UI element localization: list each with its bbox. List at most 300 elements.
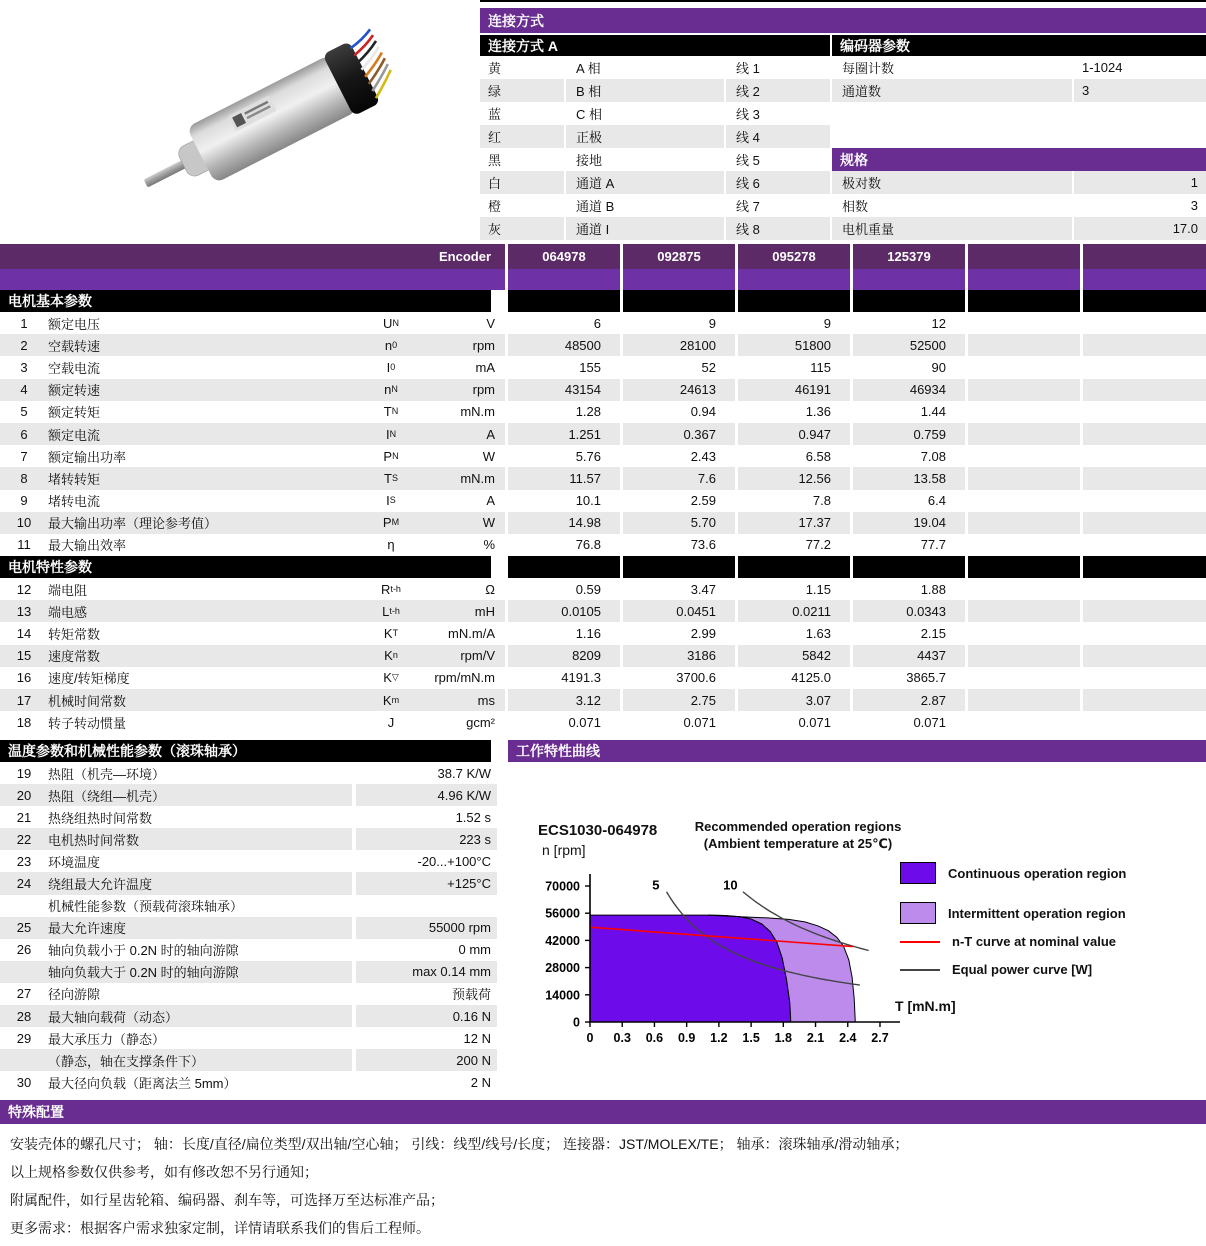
- value-cell: 5.70: [623, 512, 735, 534]
- parameter-unit: rpm/V: [460, 648, 495, 664]
- value-cell: 0.94: [623, 401, 735, 423]
- parameter-name: 速度常数: [48, 649, 101, 665]
- thermal-label-group: [0, 762, 352, 784]
- value-cell: [853, 269, 965, 290]
- parameter-name: 额定输出功率: [48, 449, 127, 465]
- parameter-symbol: K m: [382, 692, 400, 708]
- thermal-number: 28: [16, 1008, 32, 1024]
- parameter-unit: Ω: [485, 581, 495, 597]
- parameter-symbol: J: [387, 714, 395, 730]
- wire-function-cell: 通道 I: [566, 217, 724, 240]
- value-cell: 10.1: [508, 490, 620, 512]
- parameter-unit: rpm: [472, 337, 495, 353]
- power-curve-label: 10: [723, 877, 738, 893]
- parameter-label-group: [0, 445, 505, 467]
- value-cell: 28100: [623, 334, 735, 356]
- connection-row: [480, 148, 830, 171]
- parameter-name: 额定转矩: [48, 405, 101, 421]
- value-cell: 1.36: [738, 401, 850, 423]
- wire-number-cell: 线 5: [726, 148, 830, 171]
- parameter-number: 4: [20, 382, 28, 398]
- thermal-label-group: [0, 784, 352, 806]
- thermal-number: 21: [16, 809, 32, 825]
- special-config-line: 安装壳体的螺孔尺寸； 轴：长度/直径/扁位类型/双出轴/空心轴； 引线：线型/线号/长度； 连接器：JST/MOLEX/TE； 轴承：滚珠轴承/滑动轴承；: [10, 1136, 909, 1152]
- thermal-value: 12 N: [356, 1027, 497, 1049]
- value-cell: 51800: [738, 334, 850, 356]
- legend-item: [900, 862, 1126, 884]
- wire-color-cell: 蓝: [480, 102, 564, 125]
- spec-row-label: 电机重量: [832, 217, 1072, 240]
- value-cell: 2.99: [623, 622, 735, 644]
- value-cell: [623, 290, 735, 312]
- parameter-label-group: [0, 578, 505, 600]
- parameter-row: [0, 334, 1206, 356]
- thermal-row: [0, 1027, 497, 1049]
- parameter-symbol: T N: [383, 404, 399, 420]
- connection-row: [480, 171, 830, 194]
- thermal-mechanical-table: [0, 762, 497, 1093]
- parameter-symbol: η: [387, 537, 395, 553]
- thermal-label-group: [0, 939, 352, 961]
- legend-line-swatch: [900, 969, 940, 971]
- value-cell: 52: [623, 356, 735, 378]
- parameter-label-group: [0, 600, 505, 622]
- continuous-region: [590, 915, 791, 1022]
- value-cell: 46191: [738, 379, 850, 401]
- thermal-label-group: [0, 895, 352, 917]
- x-tick-label: 0.6: [645, 1031, 664, 1045]
- thermal-number: 22: [16, 831, 32, 847]
- thermal-name: 环境温度: [48, 854, 101, 870]
- value-cell: 3.07: [738, 689, 850, 711]
- value-cell: 0.59: [508, 578, 620, 600]
- encoder-param-row-label: 通道数: [832, 79, 1072, 102]
- value-cell: [738, 556, 850, 578]
- connection-row: [480, 102, 830, 125]
- y-tick-label: 56000: [545, 906, 580, 921]
- value-cell: 115: [738, 356, 850, 378]
- wire-function-cell: 接地: [566, 148, 724, 171]
- value-cell: [1083, 423, 1206, 445]
- value-cell: 5842: [738, 645, 850, 667]
- thermal-row: [0, 784, 497, 806]
- value-cell: [508, 290, 620, 312]
- value-cell: [968, 600, 1080, 622]
- legend-swatch: [900, 862, 936, 884]
- value-cell: [968, 512, 1080, 534]
- thermal-row: [0, 961, 497, 983]
- section-header-row: [0, 290, 1206, 312]
- parameter-name: 最大输出功率（理论参考值）: [48, 516, 218, 532]
- parameter-name: 机械时间常数: [48, 693, 127, 709]
- operation-curve-chart: [508, 762, 1206, 1094]
- thermal-row: [0, 917, 497, 939]
- thermal-name: 轴向负载大于 0.2N 时的轴向游隙: [48, 965, 239, 981]
- parameter-number: 18: [16, 714, 32, 730]
- x-tick-label: 0.9: [677, 1031, 696, 1045]
- value-cell: 0.0211: [738, 600, 850, 622]
- thermal-row: [0, 895, 497, 917]
- encoder-param-row-value: 1-1024: [1074, 56, 1206, 79]
- value-cell: [1083, 622, 1206, 644]
- parameter-symbol: n 0: [384, 337, 398, 353]
- thermal-row: [0, 1005, 497, 1027]
- wire-number-cell: 线 1: [726, 56, 830, 79]
- spec-row-value: 1: [1074, 171, 1206, 194]
- x-tick-label: 0.3: [613, 1031, 631, 1045]
- parameter-label-group: [0, 467, 505, 489]
- thermal-value: 1.52 s: [356, 806, 497, 828]
- value-cell: 095278: [738, 244, 850, 269]
- wire-color-cell: 灰: [480, 217, 564, 240]
- curve-section-header: 工作特性曲线: [508, 740, 1206, 762]
- parameter-row: [0, 401, 1206, 423]
- thermal-value: 4.96 K/W: [356, 784, 497, 806]
- parameter-number: 6: [20, 426, 28, 442]
- value-cell: [968, 467, 1080, 489]
- parameter-symbol: K ▽: [383, 670, 399, 686]
- value-cell: [968, 556, 1080, 578]
- legend-label: Continuous operation region: [948, 865, 1127, 881]
- parameter-row: [0, 711, 1206, 733]
- parameter-row: [0, 423, 1206, 445]
- legend-item: [900, 934, 1116, 949]
- thermal-value: 0 mm: [356, 939, 497, 961]
- value-cell: [968, 689, 1080, 711]
- special-config-line: 附属配件，如行星齿轮箱、编码器、刹车等，可选择万至达标准产品；: [10, 1192, 444, 1208]
- product-photo: [115, 22, 445, 217]
- value-cell: [968, 401, 1080, 423]
- legend-item: [900, 902, 1126, 924]
- value-cell: [738, 290, 850, 312]
- value-cell: [1083, 512, 1206, 534]
- thermal-name: 绕组最大允许温度: [48, 877, 153, 893]
- parameter-symbol: K n: [384, 648, 398, 664]
- thermal-section-header: 温度参数和机械性能参数（滚珠轴承）: [0, 740, 491, 762]
- value-cell: [968, 667, 1080, 689]
- parameter-row: [0, 689, 1206, 711]
- value-cell: 7.6: [623, 467, 735, 489]
- parameter-number: 17: [16, 692, 32, 708]
- connection-row: [480, 194, 830, 217]
- chart-title-line2: (Ambient temperature at 25℃): [703, 836, 893, 851]
- chart-title-line1: Recommended operation regions: [694, 819, 902, 834]
- parameter-number: 1: [20, 315, 28, 331]
- thermal-number: 26: [16, 942, 32, 958]
- thermal-name: 机械性能参数（预载荷滚珠轴承）: [48, 899, 244, 915]
- value-cell: [968, 534, 1080, 556]
- parameter-row: [0, 645, 1206, 667]
- parameter-unit: A: [486, 426, 495, 442]
- spec-row-label: 相数: [832, 194, 1072, 217]
- spec-rows: [832, 171, 1206, 240]
- value-cell: 3.47: [623, 578, 735, 600]
- wire-number-cell: 线 6: [726, 171, 830, 194]
- thermal-row: [0, 1071, 497, 1093]
- value-cell: [968, 312, 1080, 334]
- value-cell: 0.759: [853, 423, 965, 445]
- thermal-row: [0, 872, 497, 894]
- parameter-row: [0, 379, 1206, 401]
- value-cell: [1083, 379, 1206, 401]
- wire-number-cell: 线 7: [726, 194, 830, 217]
- value-cell: [968, 622, 1080, 644]
- thermal-number: 20: [16, 787, 32, 803]
- section-title: 电机基本参数: [0, 290, 491, 312]
- value-cell: 064978: [508, 244, 620, 269]
- spec-row: [832, 217, 1206, 240]
- parameter-row: [0, 490, 1206, 512]
- y-tick-label: 42000: [545, 933, 580, 948]
- thermal-name: 热阻（绕组—机壳）: [48, 788, 166, 804]
- parameter-label-group: [0, 423, 505, 445]
- value-cell: 17.37: [738, 512, 850, 534]
- parameter-number: 16: [16, 670, 32, 686]
- value-cell: [508, 556, 620, 578]
- value-cell: [738, 269, 850, 290]
- parameter-unit: rpm: [472, 382, 495, 398]
- parameter-unit: %: [483, 537, 495, 553]
- parameter-label-group: [0, 622, 505, 644]
- wire-number-cell: 线 2: [726, 79, 830, 102]
- thermal-row: [0, 983, 497, 1005]
- parameter-row: [0, 622, 1206, 644]
- y-tick-label: 70000: [545, 879, 580, 894]
- value-cell: [623, 556, 735, 578]
- value-cell: 3186: [623, 645, 735, 667]
- legend-label: n-T curve at nominal value: [952, 934, 1116, 949]
- parameter-name: 端电感: [48, 604, 88, 620]
- legend-swatch: [900, 902, 936, 924]
- value-cell: 6.4: [853, 490, 965, 512]
- thermal-name: 热绕组热时间常数: [48, 810, 153, 826]
- parameter-unit: mA: [475, 359, 495, 375]
- encoder-param-row-value: 3: [1074, 79, 1206, 102]
- parameter-number: 7: [20, 448, 28, 464]
- chart-x-axis-label: T [mN.m]: [895, 998, 956, 1014]
- value-cell: 0.947: [738, 423, 850, 445]
- chart-y-axis-label: n [rpm]: [542, 842, 586, 858]
- wire-function-cell: B 相: [566, 79, 724, 102]
- value-cell: 3865.7: [853, 667, 965, 689]
- y-tick-label: 28000: [545, 961, 580, 976]
- value-cell: [968, 356, 1080, 378]
- spec-row-value: 17.0: [1074, 217, 1206, 240]
- thermal-label-group: [0, 850, 352, 872]
- value-cell: 6.58: [738, 445, 850, 467]
- connection-rows: [480, 56, 830, 240]
- parameter-symbol: R t-h: [381, 581, 401, 597]
- parameter-label-group: [0, 645, 505, 667]
- parameter-name: 端电阻: [48, 582, 88, 598]
- thermal-value: 2 N: [356, 1071, 497, 1093]
- thermal-row: [0, 806, 497, 828]
- value-cell: 46934: [853, 379, 965, 401]
- wire-function-cell: 通道 B: [566, 194, 724, 217]
- parameter-number: 12: [16, 581, 32, 597]
- parameter-unit: gcm²: [466, 714, 495, 730]
- value-cell: [1083, 600, 1206, 622]
- thermal-name: 热阻（机壳—环境）: [48, 766, 166, 782]
- connection-row: [480, 125, 830, 148]
- thermal-row: [0, 939, 497, 961]
- thermal-name: 最大径向负载（距离法兰 5mm）: [48, 1075, 237, 1091]
- value-cell: [968, 423, 1080, 445]
- value-cell: 12.56: [738, 467, 850, 489]
- motor-body-group: [130, 29, 402, 214]
- motor-illustration: [115, 22, 445, 217]
- value-cell: [1083, 356, 1206, 378]
- chart-plot: [508, 762, 1206, 1094]
- wire-function-cell: 通道 A: [566, 171, 724, 194]
- thermal-value: 预载荷: [356, 983, 497, 1005]
- wire-function-cell: 正极: [566, 125, 724, 148]
- thermal-label-group: [0, 961, 352, 983]
- parameter-row: [0, 312, 1206, 334]
- value-cell: [968, 490, 1080, 512]
- spec-row: [832, 171, 1206, 194]
- parameter-number: 3: [20, 359, 28, 375]
- encoder-param-row: [832, 79, 1206, 102]
- thermal-number: 30: [16, 1074, 32, 1090]
- value-cell: 0.0451: [623, 600, 735, 622]
- parameter-name: 额定转速: [48, 383, 101, 399]
- parameter-number: 9: [20, 493, 28, 509]
- wire-color-cell: 白: [480, 171, 564, 194]
- thermal-value: 223 s: [356, 828, 497, 850]
- thermal-name: 轴向负载小于 0.2N 时的轴向游隙: [48, 943, 239, 959]
- value-cell: 0.0105: [508, 600, 620, 622]
- value-cell: [853, 556, 965, 578]
- value-cell: 4125.0: [738, 667, 850, 689]
- value-cell: 2.75: [623, 689, 735, 711]
- x-tick-label: 2.7: [871, 1031, 889, 1045]
- value-cell: [1083, 401, 1206, 423]
- thermal-number: 29: [16, 1030, 32, 1046]
- value-cell: 1.251: [508, 423, 620, 445]
- value-cell: 12: [853, 312, 965, 334]
- special-config-header: 特殊配置: [0, 1100, 1206, 1124]
- thermal-number: [0, 895, 48, 917]
- parameter-number: 15: [16, 648, 32, 664]
- parameter-symbol: T S: [384, 470, 398, 486]
- parameter-label-group: [0, 334, 505, 356]
- value-cell: 48500: [508, 334, 620, 356]
- wire-color-cell: 黄: [480, 56, 564, 79]
- wire-number-cell: 线 3: [726, 102, 830, 125]
- connection-row: [480, 56, 830, 79]
- parameter-unit: V: [486, 315, 495, 331]
- special-config-text: [10, 1130, 1200, 1242]
- parameter-label-group: [0, 312, 505, 334]
- value-cell: [1083, 711, 1206, 733]
- value-cell: [1083, 312, 1206, 334]
- thermal-value: -20...+100°C: [356, 850, 497, 872]
- wire-function-cell: A 相: [566, 56, 724, 79]
- parameter-label-group: [0, 689, 505, 711]
- parameter-unit: mN.m/A: [448, 626, 495, 642]
- x-tick-label: 1.8: [774, 1031, 793, 1045]
- value-cell: 2.87: [853, 689, 965, 711]
- thermal-name: 最大允许速度: [48, 921, 127, 937]
- value-cell: 1.15: [738, 578, 850, 600]
- parameter-name: 转子转动惯量: [48, 715, 127, 731]
- parameter-name: 最大输出效率: [48, 538, 127, 554]
- thermal-label-group: [0, 806, 352, 828]
- value-cell: 43154: [508, 379, 620, 401]
- parameter-label-group: [0, 534, 505, 556]
- encoder-param-row-label: 每圈计数: [832, 56, 1072, 79]
- value-cell: [1083, 667, 1206, 689]
- parameter-unit: mH: [474, 603, 495, 619]
- thermal-name: 电机热时间常数: [48, 832, 140, 848]
- legend-label: Equal power curve [W]: [952, 962, 1093, 977]
- parameter-row: [0, 667, 1206, 689]
- value-cell: [968, 445, 1080, 467]
- x-tick-label: 0: [586, 1031, 594, 1045]
- main-parameter-table: [0, 244, 1206, 733]
- spec-row-label: 极对数: [832, 171, 1072, 194]
- value-cell: 1.28: [508, 401, 620, 423]
- value-cell: [1083, 578, 1206, 600]
- connection-row: [480, 217, 830, 240]
- parameter-name: 额定电压: [48, 316, 101, 332]
- value-cell: [1083, 269, 1206, 290]
- parameter-name: 堵转电流: [48, 494, 101, 510]
- value-cell: [1083, 645, 1206, 667]
- value-cell: 1.63: [738, 622, 850, 644]
- value-cell: 11.57: [508, 467, 620, 489]
- parameter-label-group: [0, 379, 505, 401]
- thermal-value: 38.7 K/W: [356, 762, 497, 784]
- thermal-label-group: [0, 872, 352, 894]
- value-cell: 1.88: [853, 578, 965, 600]
- value-cell: 3700.6: [623, 667, 735, 689]
- parameter-symbol: L t-h: [382, 603, 400, 619]
- parameter-label-group: [0, 490, 505, 512]
- value-cell: 19.04: [853, 512, 965, 534]
- connection-a-header: 连接方式 A: [480, 35, 830, 56]
- x-tick-label: 1.5: [742, 1031, 760, 1045]
- connection-row: [480, 79, 830, 102]
- thermal-row: [0, 850, 497, 872]
- value-cell: [968, 645, 1080, 667]
- thermal-value: [356, 895, 497, 917]
- spec-header: 规格: [832, 148, 1206, 171]
- value-cell: 77.2: [738, 534, 850, 556]
- value-cell: 7.08: [853, 445, 965, 467]
- value-cell: [1083, 534, 1206, 556]
- thermal-row: [0, 828, 497, 850]
- motor-housing: [187, 55, 358, 184]
- thermal-name: 最大承压力（静态）: [48, 1031, 166, 1047]
- parameter-number: 10: [16, 515, 32, 531]
- value-cell: 125379: [853, 244, 965, 269]
- thermal-value: 55000 rpm: [356, 917, 497, 939]
- thermal-row: [0, 762, 497, 784]
- parameter-number: 5: [20, 404, 28, 420]
- parameter-row: [0, 445, 1206, 467]
- value-cell: 76.8: [508, 534, 620, 556]
- x-tick-label: 2.1: [806, 1031, 825, 1045]
- value-cell: 4191.3: [508, 667, 620, 689]
- parameter-row: [0, 467, 1206, 489]
- thermal-label-group: [0, 917, 352, 939]
- thermal-number: 25: [16, 920, 32, 936]
- value-cell: [968, 290, 1080, 312]
- parameter-unit: mN.m: [460, 470, 495, 486]
- value-cell: 2.43: [623, 445, 735, 467]
